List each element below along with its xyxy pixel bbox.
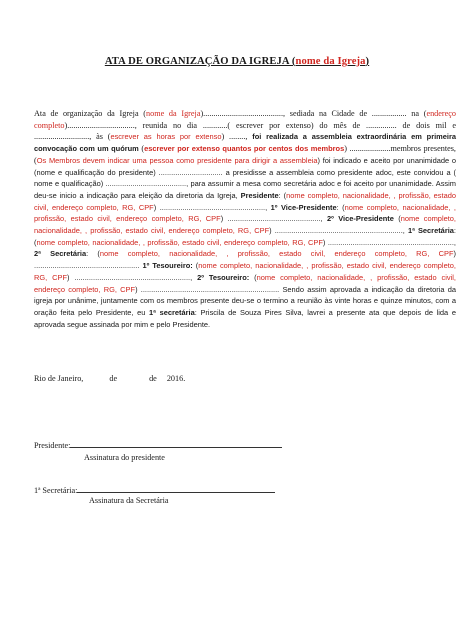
text-span: (: [138, 144, 145, 154]
text-span: ) .............................................................,: [322, 237, 456, 247]
secretary-signature-line: [34, 486, 275, 495]
text-span: ) ....................membros presentes, (: [34, 144, 456, 165]
text-span: Ata de organização da Igreja (: [34, 109, 147, 118]
document-title: [0, 56, 474, 67]
text-span: ) .............................................,: [220, 214, 327, 224]
minutes-paragraph: [34, 108, 456, 330]
role-label: Presidente: [240, 190, 279, 200]
title-placeholder: nome da Igreja: [295, 56, 366, 67]
placeholder-span: escrever as horas por extenso: [110, 132, 222, 142]
text-span: ) ...................................................,: [153, 202, 271, 212]
placeholder-span: nome completo, nacionalidade, , profissão, estado civil, endereço completo, RG, CPF: [34, 202, 456, 224]
placeholder-span: nome da Igreja: [146, 109, 201, 118]
date-year: 2016.: [166, 374, 186, 383]
role-label: 2ª Secretária: [34, 249, 87, 259]
role-label: 1ª secretária: [149, 307, 195, 317]
text-span: (: [192, 261, 199, 271]
date-city: Rio de Janeiro,: [34, 374, 84, 383]
role-label: 1º Vice-Presidente: [270, 202, 337, 212]
text-span: ) ...................................................................: [135, 284, 280, 294]
minutes-body: [34, 108, 456, 330]
role-label: 1ª Secretária: [407, 226, 454, 236]
text-span: : Priscila de Souza Pires Silva, lavrei a presente ata que depois de lida e aprovada segue assinada por mim e pelo Presidente.: [34, 307, 456, 329]
text-span: Sendo assim aprovada a indicação da diretoria da igreja por unânime, juntamente com os membros presente deu-se o termino a reunião às vinte horas e quinze minutos, com a oração feita pelo Presidente, eu: [34, 284, 456, 317]
placeholder-span: nome completo, nacionalidade, , profissão, estado civil, endereço completo, RG, CPF: [34, 261, 456, 282]
text-span: ) ..............................................................,: [269, 226, 408, 236]
text-span: : (: [34, 226, 456, 247]
date-line: [34, 374, 185, 383]
title-prefix: ATA DE ORGANIZAÇÃO DA IGREJA (: [104, 56, 296, 67]
title-suffix: ): [365, 56, 370, 67]
role-label: 1º Tesoureiro:: [142, 261, 193, 271]
secretary-label: 1ª Secretária:: [34, 486, 78, 495]
text-span: ) ........................................................,: [67, 272, 198, 282]
president-signature-line: [34, 441, 282, 450]
president-signature-caption: Assinatura do presidente: [84, 453, 165, 462]
placeholder-span: nome completo, nacionalidade, , profissão, estado civil, endereço completo, RG, CPF: [34, 272, 456, 294]
secretary-signature-rule: [77, 492, 275, 493]
text-span: )......................................., sediada na Cidade de ................. na (: [200, 109, 427, 118]
text-span: : (: [278, 190, 287, 200]
role-label: 2º Tesoureiro:: [197, 272, 250, 282]
text-span: : (: [336, 202, 345, 212]
text-span: )................................., reunida no dia ............( escrever por extenso) do mês de ............... de dois mil e ..........................., às (: [34, 120, 456, 142]
secretary-signature-caption: Assinatura da Secretária: [89, 496, 169, 505]
text-span: (: [249, 272, 257, 282]
placeholder-span: endereço completo: [34, 109, 456, 130]
role-label: 2º Vice-Presidente: [326, 214, 394, 224]
placeholder-span: escrever por extenso quantos por centos dos membros: [144, 144, 345, 154]
placeholder-span: nome completo, nacionalidade, , profissão, estado civil, endereço completo, RG, CPF: [34, 214, 456, 236]
date-de: de: [109, 374, 118, 383]
text-span: ) ...................................................: [34, 249, 456, 271]
text-span: (: [393, 214, 401, 224]
date-de: de: [149, 374, 157, 383]
text-span: ) foi indicado e aceito por unanimidade o (nome e qualificação do presidente) ............................... a presidisse a assembleia como presidente adoc, este convidou a ( nome e qualificação) ......................................., para assumir a mesa como secretária adoc e foi aceito por unanimidade. Assim deu-se inicio a indicação para eleição da diretoria da Igreja,: [34, 155, 456, 200]
placeholder-span: nome completo, nacionalidade, , profissão, estado civil, endereço completo, RG, CPF: [99, 249, 454, 259]
president-label: Presidente:: [34, 441, 71, 450]
president-signature-rule: [70, 447, 282, 448]
text-span: ) ........,: [221, 132, 253, 142]
bold-span: foi realizada a assembleia extraordinária em primeira convocação com um quórum: [34, 132, 457, 154]
placeholder-span: Os Membros devem indicar uma pessoa como presidente para dirigir a assembleia: [36, 155, 318, 165]
text-span: : (: [86, 249, 100, 259]
placeholder-span: nome completo, nacionalidade, , profissão, estado civil, endereço completo, RG, CPF: [34, 190, 456, 212]
placeholder-span: nome completo, nacionalidade, , profissão, estado civil, endereço completo, RG, CPF: [36, 237, 323, 247]
